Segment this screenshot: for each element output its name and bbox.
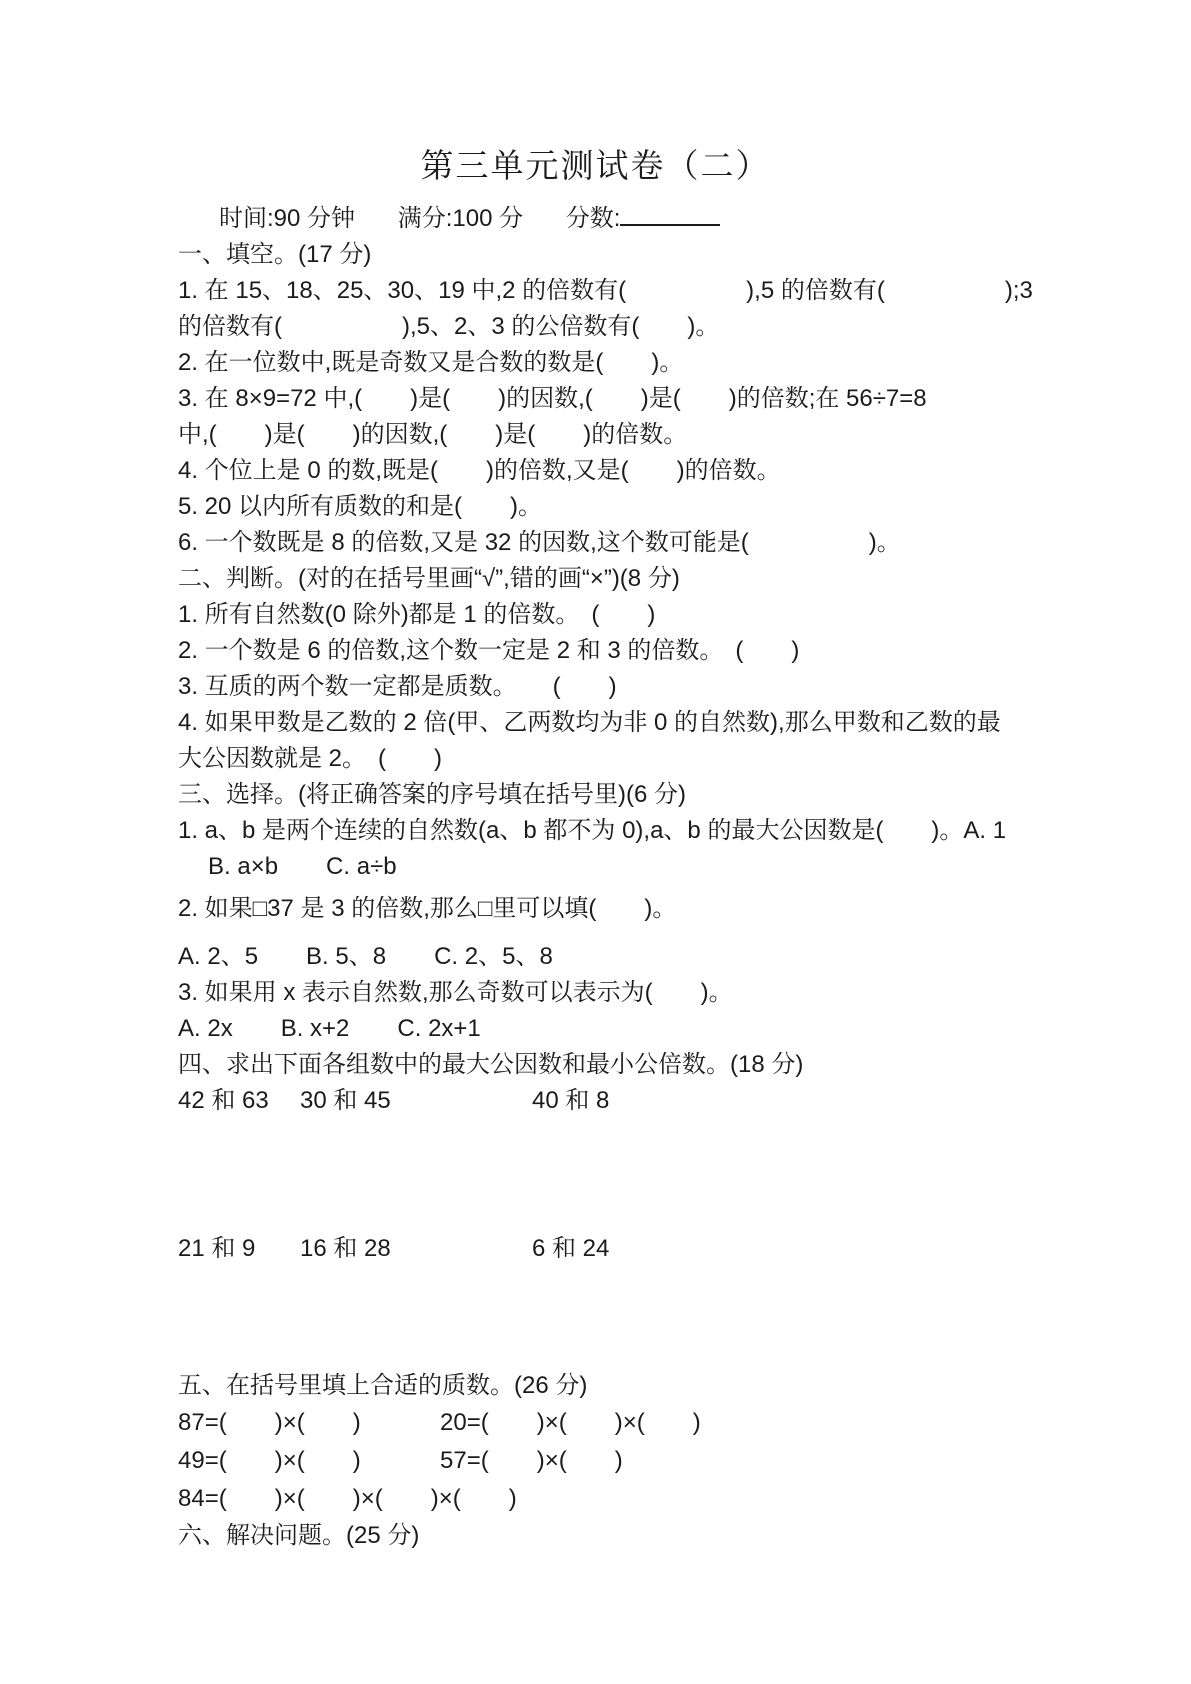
number-pair: 42 和 63 <box>178 1087 269 1114</box>
section-6-heading: 六、解决问题。(25 分) <box>178 1522 420 1549</box>
prime-factor-item: 57=( )×( ) <box>440 1447 623 1474</box>
fill-blank-q3-line1: 3. 在 8×9=72 中,( )是( )的因数,( )是( )的倍数;在 56÷7=8 <box>178 385 927 412</box>
number-pair: 21 和 9 <box>178 1235 256 1262</box>
prime-factor-row-1 <box>178 1404 1191 1442</box>
fill-blank-q1-line2: 的倍数有( ),5、2、3 的公倍数有( )。 <box>178 313 720 340</box>
number-pair: 40 和 8 <box>532 1087 610 1114</box>
judge-q2: 2. 一个数是 6 的倍数,这个数一定是 2 和 3 的倍数。 ( ) <box>178 637 800 664</box>
choice-q3-options: A. 2x B. x+2 C. 2x+1 <box>178 1015 481 1042</box>
paper-title: 第三单元测试卷（二） <box>420 149 771 185</box>
full-score-label: 满分:100 分 <box>397 205 524 232</box>
choice-q1: 1. a、b 是两个连续的自然数(a、b 都不为 0),a、b 的最大公因数是( )。A. 1 <box>178 817 1007 844</box>
gcd-lcm-row-1 <box>178 1083 1191 1119</box>
prime-factor-item: 49=( )×( ) <box>178 1447 361 1474</box>
section-4-heading: 四、求出下面各组数中的最大公因数和最小公倍数。(18 分) <box>178 1051 804 1078</box>
judge-q4-line1: 4. 如果甲数是乙数的 2 倍(甲、乙两数均为非 0 的自然数),那么甲数和乙数的最 <box>178 709 1001 736</box>
number-pair: 16 和 28 <box>300 1235 391 1262</box>
judge-q3: 3. 互质的两个数一定都是质数。 ( ) <box>178 673 617 700</box>
section-3-heading: 三、选择。(将正确答案的序号填在括号里)(6 分) <box>178 781 686 808</box>
section-5-heading: 五、在括号里填上合适的质数。(26 分) <box>178 1372 588 1399</box>
fill-blank-q1-line1: 1. 在 15、18、25、30、19 中,2 的倍数有( ),5 的倍数有( );3 <box>178 277 1033 304</box>
fill-blank-q6: 6. 一个数既是 8 的倍数,又是 32 的因数,这个数可能是( )。 <box>178 529 901 556</box>
fill-blank-q3-line2: 中,( )是( )的因数,( )是( )的倍数。 <box>178 421 688 448</box>
time-label: 时间:90 分钟 <box>219 205 356 232</box>
section-2-heading: 二、判断。(对的在括号里画“√”,错的画“×”)(8 分) <box>178 565 680 592</box>
number-pair: 6 和 24 <box>532 1235 610 1262</box>
prime-factor-row-3 <box>178 1480 1191 1518</box>
score-blank-line <box>620 200 720 226</box>
score-label: 分数: <box>565 205 621 232</box>
gcd-lcm-row-2 <box>178 1231 1191 1267</box>
prime-factor-item: 87=( )×( ) <box>178 1409 361 1436</box>
fill-blank-q5: 5. 20 以内所有质数的和是( )。 <box>178 493 543 520</box>
choice-q2: 2. 如果□37 是 3 的倍数,那么□里可以填( )。 <box>178 895 677 922</box>
fill-blank-q2: 2. 在一位数中,既是奇数又是合数的数是( )。 <box>178 349 684 376</box>
choice-q1-options: B. a×b C. a÷b <box>208 853 397 880</box>
judge-q1: 1. 所有自然数(0 除外)都是 1 的倍数。 ( ) <box>178 601 656 628</box>
prime-factor-row-2 <box>178 1442 1191 1480</box>
number-pair: 30 和 45 <box>300 1087 391 1114</box>
prime-factor-item: 84=( )×( )×( )×( ) <box>178 1485 517 1512</box>
choice-q2-options: A. 2、5 B. 5、8 C. 2、5、8 <box>178 943 553 970</box>
choice-q3: 3. 如果用 x 表示自然数,那么奇数可以表示为( )。 <box>178 979 733 1006</box>
prime-factor-item <box>440 1480 1191 1518</box>
section-1-heading: 一、填空。(17 分) <box>178 241 372 268</box>
exam-meta <box>219 200 1191 237</box>
judge-q4-line2: 大公因数就是 2。 ( ) <box>178 745 442 772</box>
fill-blank-q4: 4. 个位上是 0 的数,既是( )的倍数,又是( )的倍数。 <box>178 457 781 484</box>
prime-factor-item: 20=( )×( )×( ) <box>440 1409 701 1436</box>
